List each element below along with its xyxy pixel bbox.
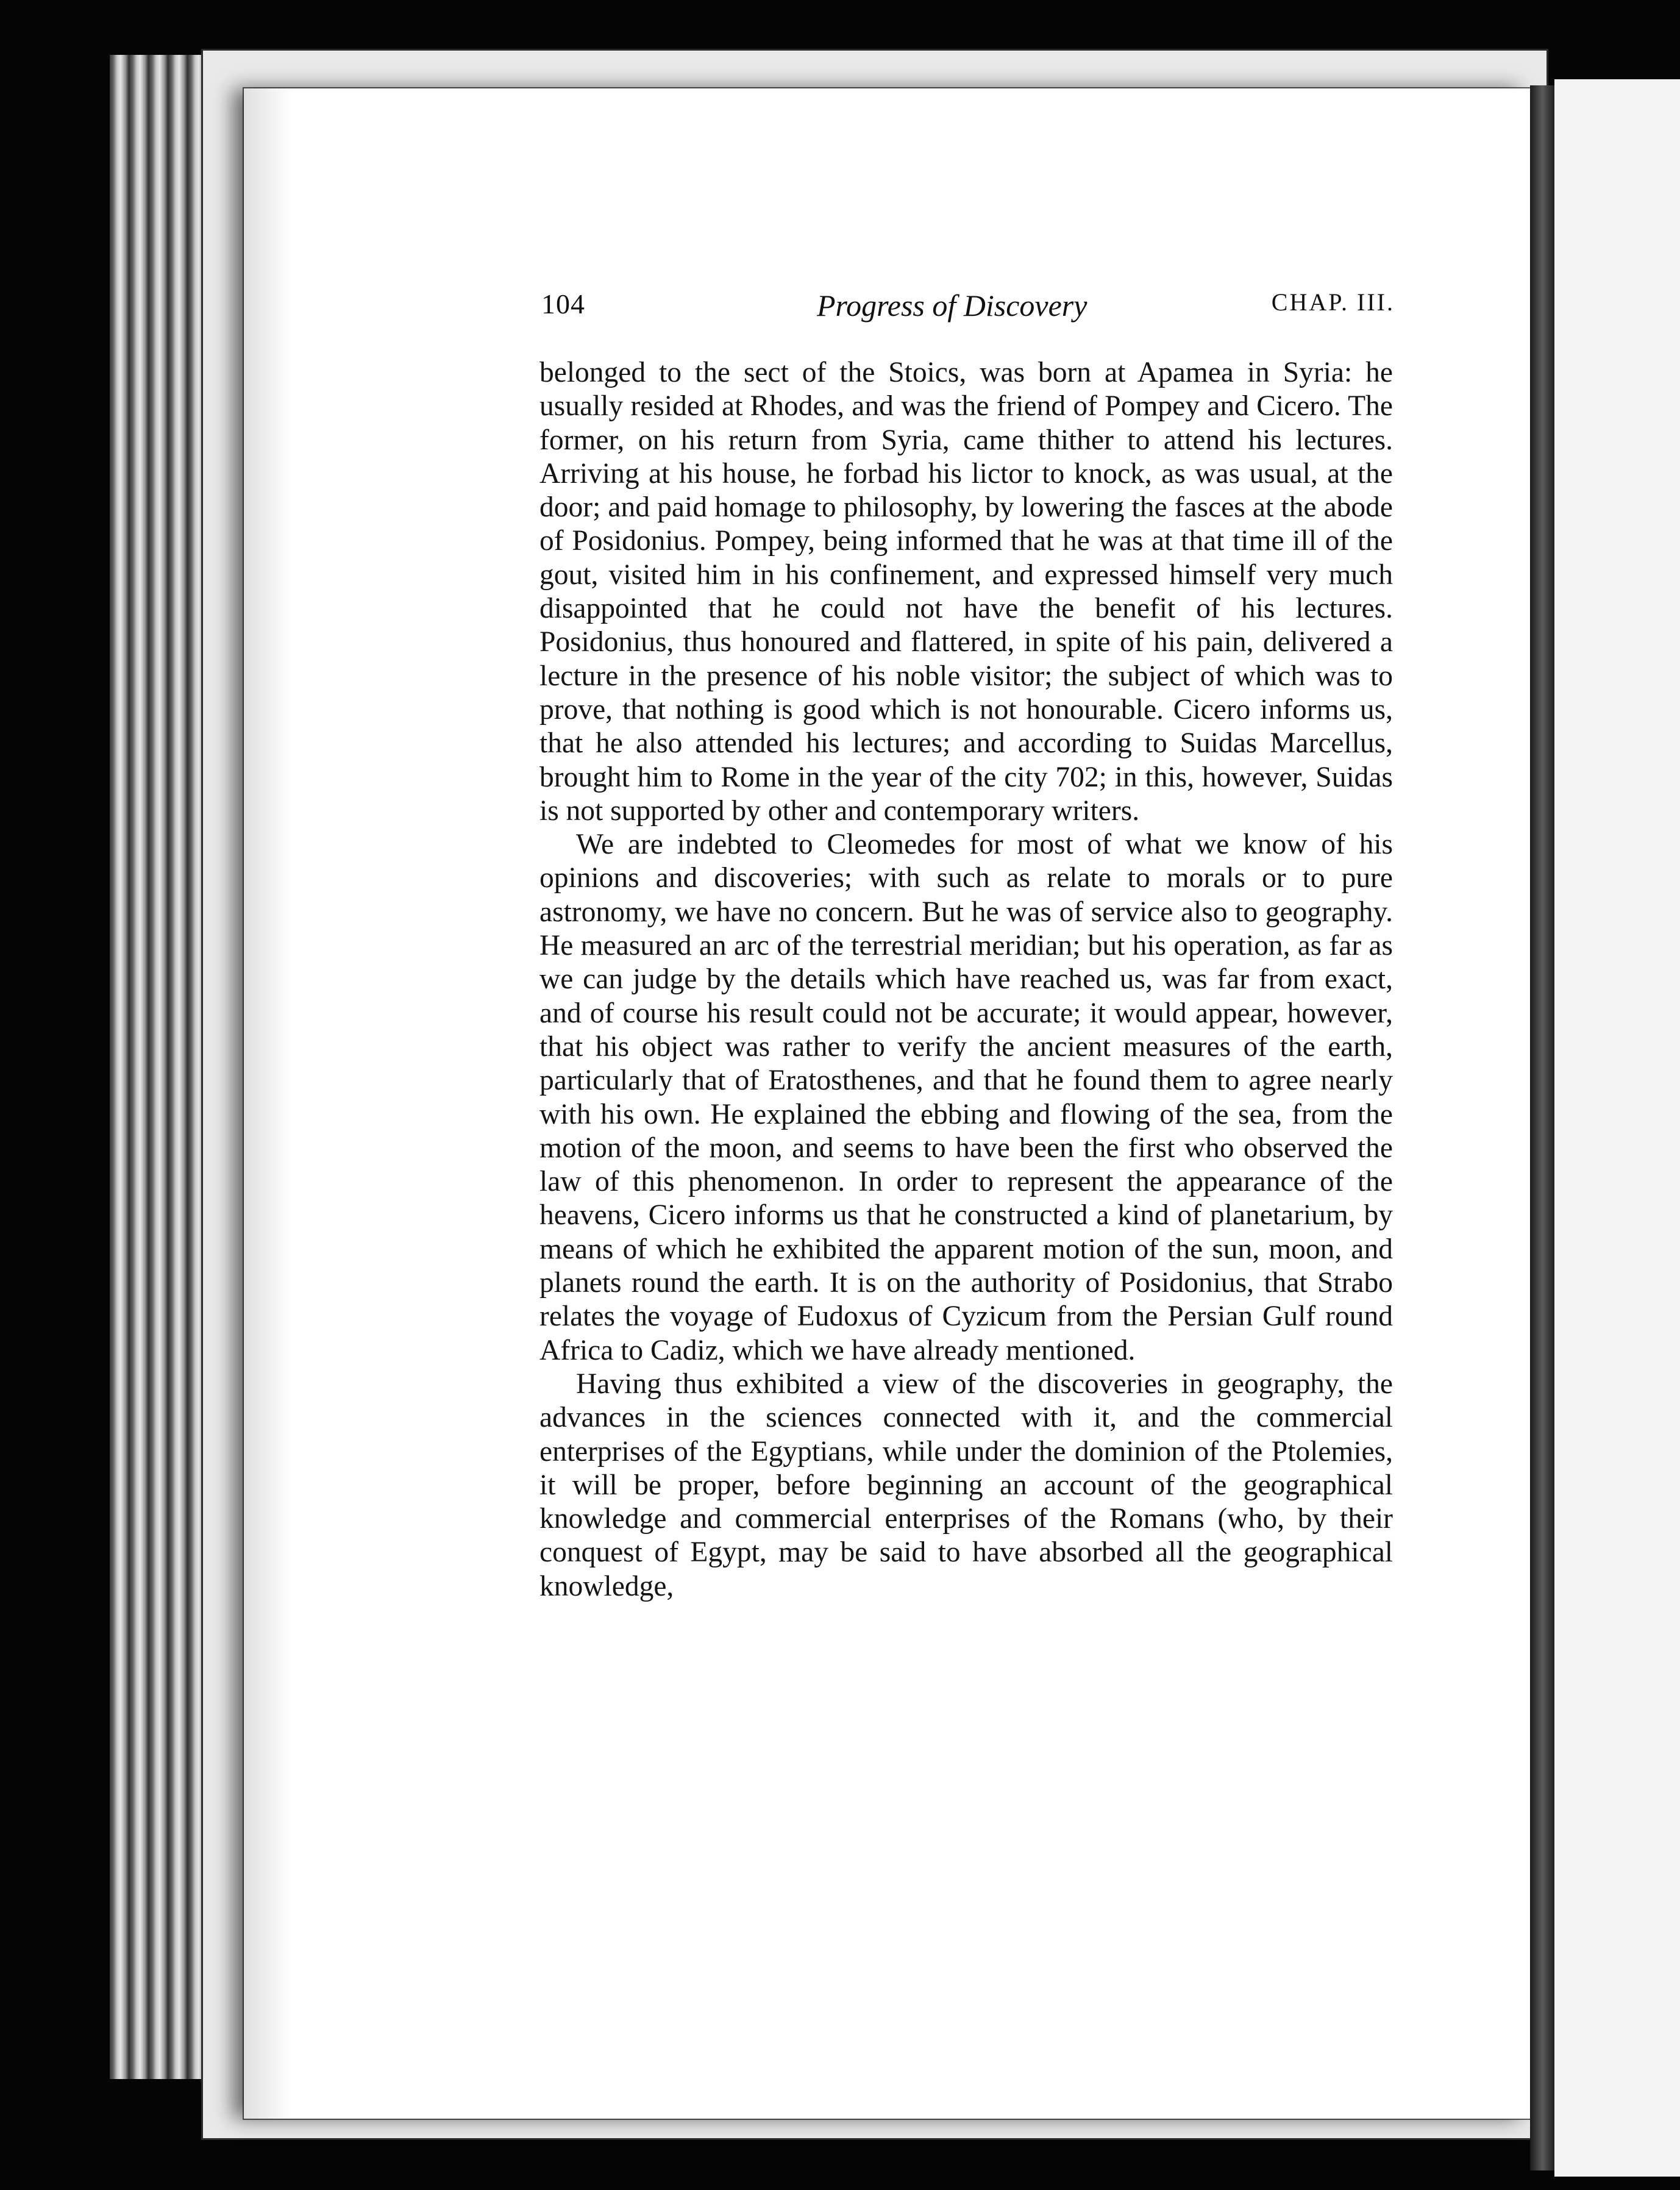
binding-gutter (1530, 85, 1554, 2170)
paragraph: belonged to the sect of the Stoics, was born at Apamea in Syria: he usually resided at Rhodes, and was the friend of Pompey and Cicero. The former, on his return from Syria, came thither to attend his lectures. Arriving at his house, he forbad his lictor to knock, as was usual, at the door; and paid homage to philosophy, by lowering the fasces at the abode of Posidonius. Pompey, being informed that he was at that time ill of the gout, visited him in his confinement, and expressed himself very much disappointed that he could not have the benefit of his lectures. Posidonius, thus honoured and flattered, in spite of his pain, delivered a lecture in the presence of his noble visitor; the subject of which was to prove, that nothing is good which is not honourable. Cicero informs us, that he also attended his lectures; and according to Suidas Marcellus, brought him to Rome in the year of the city 702; in this, however, Suidas is not supported by other and contemporary writers. (539, 357, 1393, 827)
page-shadow (244, 88, 293, 2119)
chapter-label: CHAP. III. (1271, 288, 1395, 316)
running-header (541, 288, 1395, 324)
body-text (539, 356, 1393, 1603)
running-title: Progress of Discovery (817, 288, 1087, 323)
paragraph: Having thus exhibited a view of the discoveries in geography, the advances in the sciences connected with it, and the commercial enterprises of the Egyptians, while under the dominion of the Ptolemies, it will be proper, before beginning an account of the geographical knowledge and commercial enterprises of the Romans (who, by their conquest of Egypt, may be said to have absorbed all the geographical knowledge, (539, 1368, 1393, 1602)
facing-page-edge (1554, 79, 1680, 2177)
page-number: 104 (541, 288, 585, 319)
paragraph: We are indebted to Cleomedes for most of what we know of his opinions and discoveries; with such as relate to morals or to pure astronomy, we have no concern. But he was of service also to geography. He measured an arc of the terrestrial meridian; but his operation, as far as we can judge by the details which have reached us, was far from exact, and of course his result could not be accurate; it would appear, however, that his object was rather to verify the ancient measures of the earth, particularly that of Eratosthenes, and that he found them to agree nearly with his own. He explained the ebbing and flowing of the sea, from the motion of the moon, and seems to have been the first who observed the law of this phenomenon. In order to represent the appearance of the heavens, Cicero informs us that he constructed a kind of planetarium, by means of which he exhibited the apparent motion of the sun, moon, and planets round the earth. It is on the authority of Posidonius, that Strabo relates the voyage of Eudoxus of Cyzicum from the Persian Gulf round Africa to Cadiz, which we have already mentioned. (539, 829, 1393, 1366)
